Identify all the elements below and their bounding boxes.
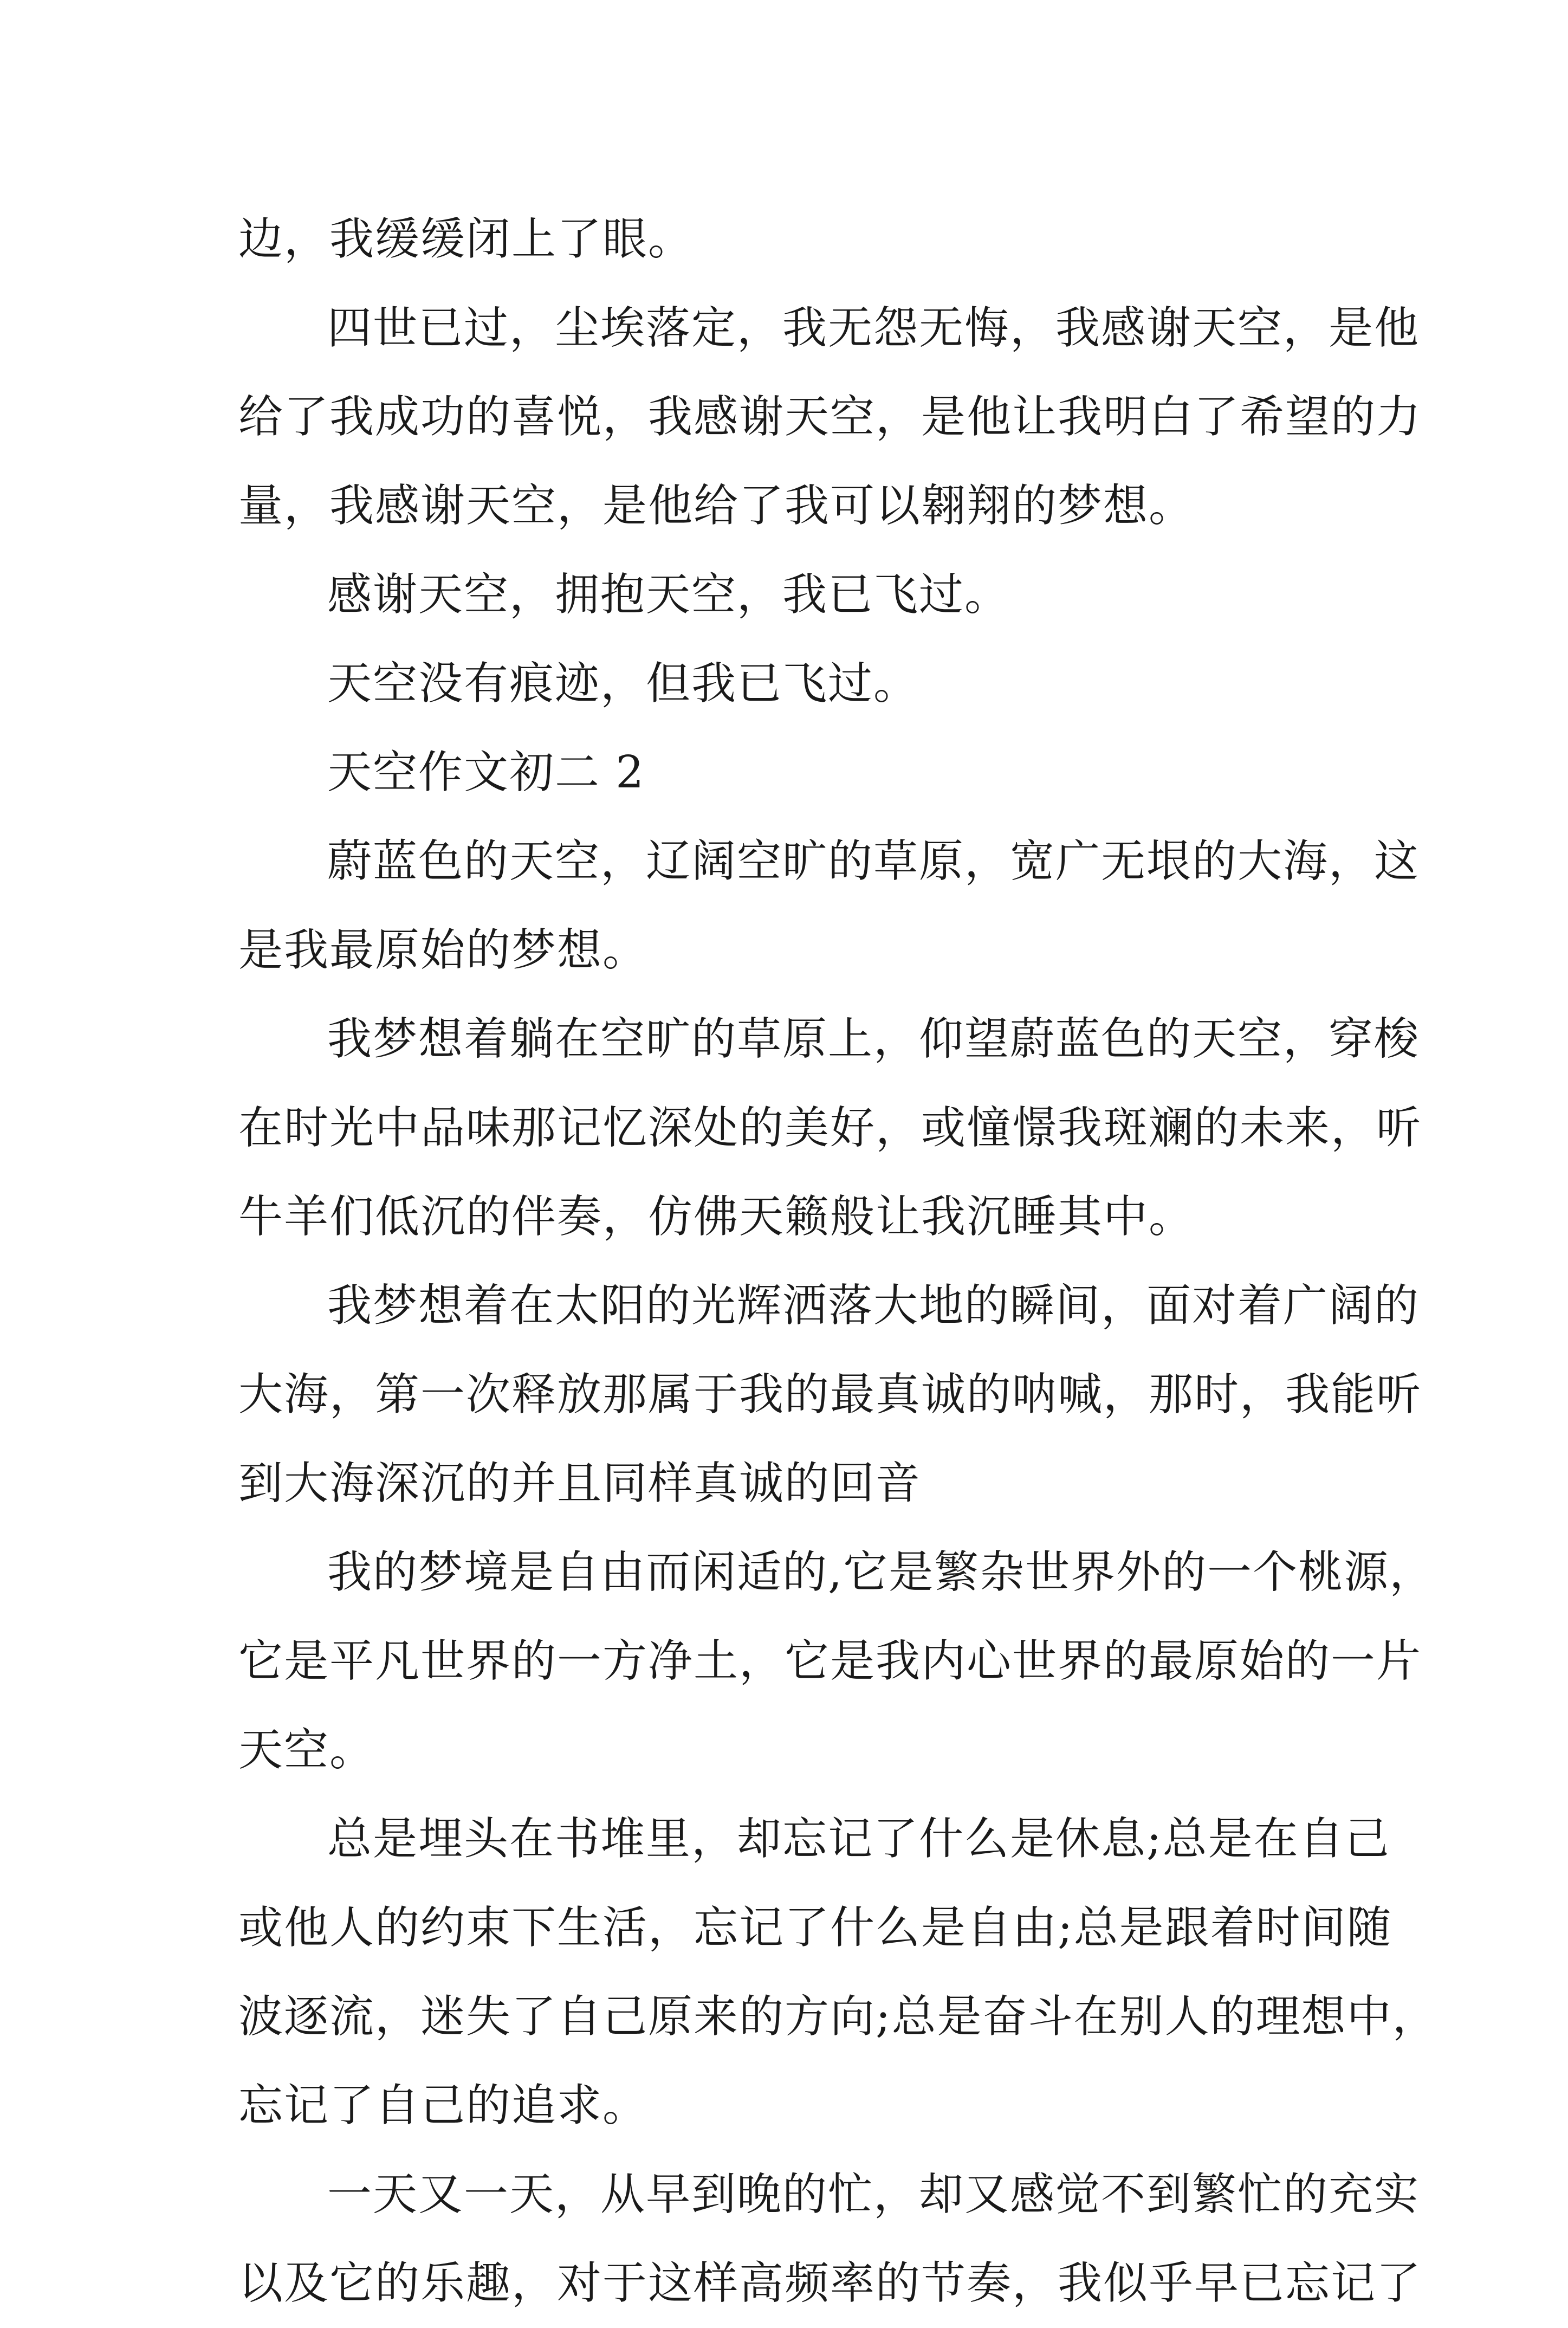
text-line: 一天又一天，从早到晚的忙，却又感觉不到繁忙的充实 (327, 2169, 1420, 2220)
text-line: 以及它的乐趣，对于这样高频率的节奏，我似乎早已忘记了 (238, 2258, 1422, 2309)
text-line: 天空。 (238, 1724, 375, 1776)
text-line: 大海，第一次释放那属于我的最真诚的呐喊，那时，我能听 (238, 1369, 1422, 1420)
text-line: 我的梦境是自由而闲适的,它是繁杂世界外的一个桃源， (327, 1547, 1435, 1598)
text-line: 忘记了自己的追求。 (238, 2080, 649, 2131)
text-line: 感谢天空，拥抱天空，我已飞过。 (327, 569, 1010, 620)
text-line: 蔚蓝色的天空，辽阔空旷的草原，宽广无垠的大海，这 (327, 836, 1420, 887)
text-line: 波逐流，迷失了自己原来的方向;总是奋斗在别人的理想中， (238, 1991, 1438, 2042)
text-line: 四世已过，尘埃落定，我无怨无悔，我感谢天空，是他 (327, 302, 1420, 354)
text-line: 到大海深沉的并且同样真诚的回音 (238, 1458, 922, 1509)
text-line: 给了我成功的喜悦，我感谢天空，是他让我明白了希望的力 (238, 391, 1422, 443)
text-line: 我梦想着躺在空旷的草原上，仰望蔚蓝色的天空，穿梭 (327, 1013, 1420, 1065)
text-line: 它是平凡世界的一方净土，它是我内心世界的最原始的一片 (238, 1635, 1422, 1687)
text-line: 牛羊们低沉的伴奏，仿佛天籁般让我沉睡其中。 (238, 1191, 1195, 1243)
text-line: 边，我缓缓闭上了眼。 (238, 214, 694, 265)
document-body (238, 195, 1438, 2328)
text-line: 是我最原始的梦想。 (238, 924, 649, 976)
text-line: 总是埋头在书堆里，却忘记了什么是休息;总是在自己 (327, 1813, 1390, 1865)
text-line: 或他人的约束下生活，忘记了什么是自由;总是跟着时间随 (238, 1902, 1392, 1954)
text-line: 我梦想着在太阳的光辉洒落大地的瞬间，面对着广阔的 (327, 1280, 1420, 1331)
text-line: 天空没有痕迹，但我已飞过。 (327, 658, 919, 709)
text-line: 量，我感谢天空，是他给了我可以翱翔的梦想。 (238, 480, 1195, 532)
section-heading: 天空作文初二 2 (327, 747, 645, 798)
text-line: 在时光中品味那记忆深处的美好，或憧憬我斑斓的未来，听 (238, 1102, 1422, 1154)
